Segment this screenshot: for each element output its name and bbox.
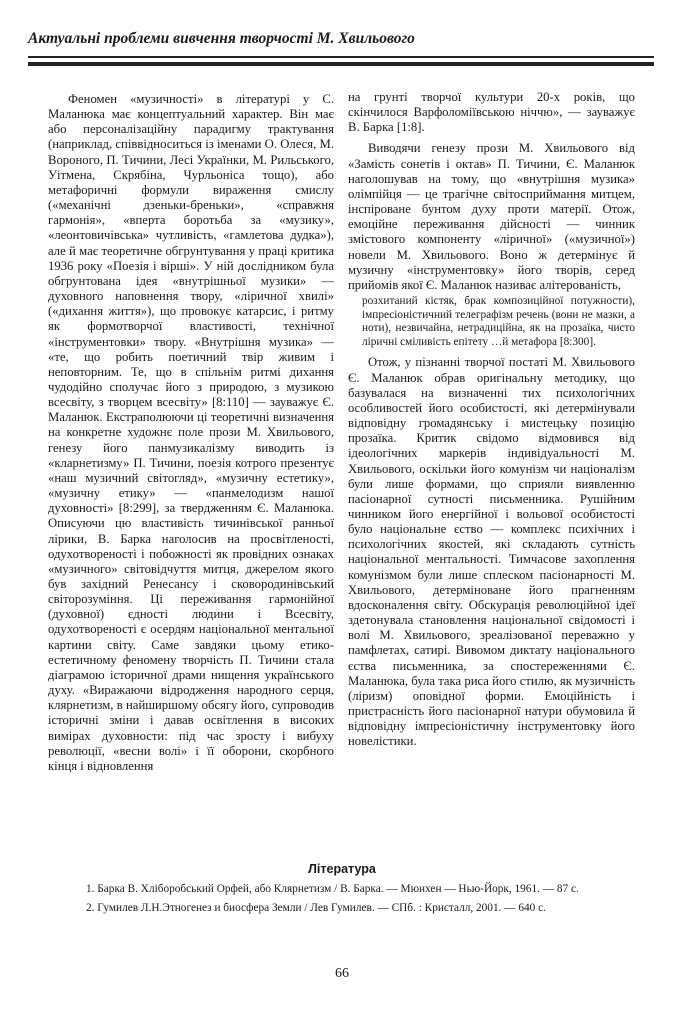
block-quote: розхитаний кістяк, брак композиційної потужности), імпресіоністичний телеграфізм речень (вони не мазки, а ноти), незвичайна, нетрадиційна, як на прозаїка, чисто ліричні сміливість епітету …й метафора [8:300]. <box>362 295 635 348</box>
body-paragraph: Виводячи генезу прози М. Хвильового від «Замість сонетів і октав» П. Тичини, Є. Маланюк наголошував на тому, що «внутрішня музика» олімпійця — це трагічне світосприймання митцем, інспіроване бунтом духу проти матерії. Отож, емоційне переживання дійсності — чинник змістового компоненту «ліричної» («музичної») новели М. Хвильового. Воно ж детермінує й музичну «інструментовку» його творів, серед прийомів якої Є. Маланюк називає алітерованість, <box>348 141 635 292</box>
references-list <box>62 883 622 921</box>
body-paragraph: Феномен «музичності» в літературі у С. Маланюка має концептуальний характер. Він має або персоналізаційну парадигму трактування (наприклад, співвідноситься із іменами О. Олеся, М. Вороного, П. Тичини, Лесі Українки, М. Рильського, Уітмена, Скрябіна, Чурльоніса тощо), або метафоричні формули вираження смислу («механічні дзеньки-бреньки», «справжня гармонія», «вперта боротьба за «музику», «леонтовичівська» чутливість, «гамлетова дудка»), але й має теоретичне обгрунтування у праці критика 1936 року «Поезія і вірші». У ній дослідником була обгрунтована ідея «внутрішньої музики» — духовного наповнення твору, «ліричної хвилі» («дихання життя»), що провокує катарсис, і ритму як формотворчої властивості, технічної «інструментовки» твору. «Внутрішня музика» — «те, що робить поетичний твір живим і неповторним. Те, що в спільнім ритмі дихання чудодійно сполучає його з природою, з музикою всесвіту, з творцем всесвіту» [8:110] — зауважує Є. Маланюк. Екстраполюючи ці теоретичні визначення на конкретне художнє поле прози М. Хвильового, генезу його панмузикалізму виводить із «кларнетизму» П. Тичини, поезія котрого презентує «наш музичний світогляд», «музичну естетику», «музичну етику» — «панмелодизм нашої духовності» [8:299], за твердженням Є. Маланюка. Описуючи цю властивість тичинівської ранньої лірики, В. Барка наголосив на просвітленості, одухотвореності і побожності як провідних ознаках «музичного» світовідчуття митця, джерелом якого був західний Ренесансу і сковородинівський світорозуміння. Ці переживання гармонійної (духовної) єдності людини і Всесвіту, одухотвореності є осердям національної ментальної картини світу. Саме завдяки цьому етико-естетичному феномену творчість П. Тичини стала діаграмою історичної драми нищення українського духу. «Виражаючи відродження народного серця, клярнетизм, в найширшому обсягу його, супроводив історичні зміни і давав освітлення в високих вимірах духовности: під час зросту і вибуху революції, «весни волі» і її оборони, скорбного кінця і відновлення <box>48 92 334 773</box>
page-number: 66 <box>335 966 349 981</box>
reference-item: 1. Барка В. Хліборобський Орфей, або Клярнетизм / В. Барка. — Мюнхен — Нью-Йорк, 1961. — 87 с. <box>86 883 579 895</box>
running-header: Актуальні проблеми вивчення творчості М. Хвильового <box>28 30 415 47</box>
header-rule-thin <box>28 56 654 58</box>
references-title: Література <box>308 862 376 876</box>
right-column <box>348 90 635 749</box>
reference-item: 2. Гумилев Л.Н.Этногенез и биосфера Земли / Лев Гумилев. — СПб. : Кристалл, 2001. — 640 с. <box>86 901 546 914</box>
body-paragraph: Отож, у пізнанні творчої постаті М. Хвильового Є. Маланюк обрав оригінальну методику, що базувалася на визначенні тих психологічних особливостей його особистості, які детермінували відповідну громадянську і мистецьку позицію прозаїка. Критик свідомо відмовився від ідеологічних маркерів індивідуальності М. Хвильового, оскільки його комунізм чи націоналізм були лише формами, що сприяли виявленню пасіонарної сутності письменника. Рушійним чинником його енергійної і вольової особистості було національне єство — комплекс психічних і психологічних якостей, які складають сутність національної ментальності. Тимчасове захоплення комунізмом були лише сплеском пасіонарності М. Хвильового, детерміноване його прагненням вдосконалення світу. Обскурація революційної ідеї здетонувала становлення національної свідомості і волі М. Хвильового, зреалізованої переважно у памфлетах, сатирі. Вивомом диктату національного єства письменника, за спостереженнями Є. Маланюка, була така риса його стилю, як музичність (ліризм) оповідної форми. Емоційність і пристрасність його пасіонарної натури обумовила й відповідну імпресіоністичну інструментовку його новелістики. <box>348 355 635 749</box>
body-paragraph: на грунті творчої культури 20-х років, що скінчилося Варфоломіївською ніччю», — зауважує В. Барка [1:8]. <box>348 90 635 135</box>
header-rule-thick <box>28 62 654 66</box>
left-column <box>48 92 334 774</box>
